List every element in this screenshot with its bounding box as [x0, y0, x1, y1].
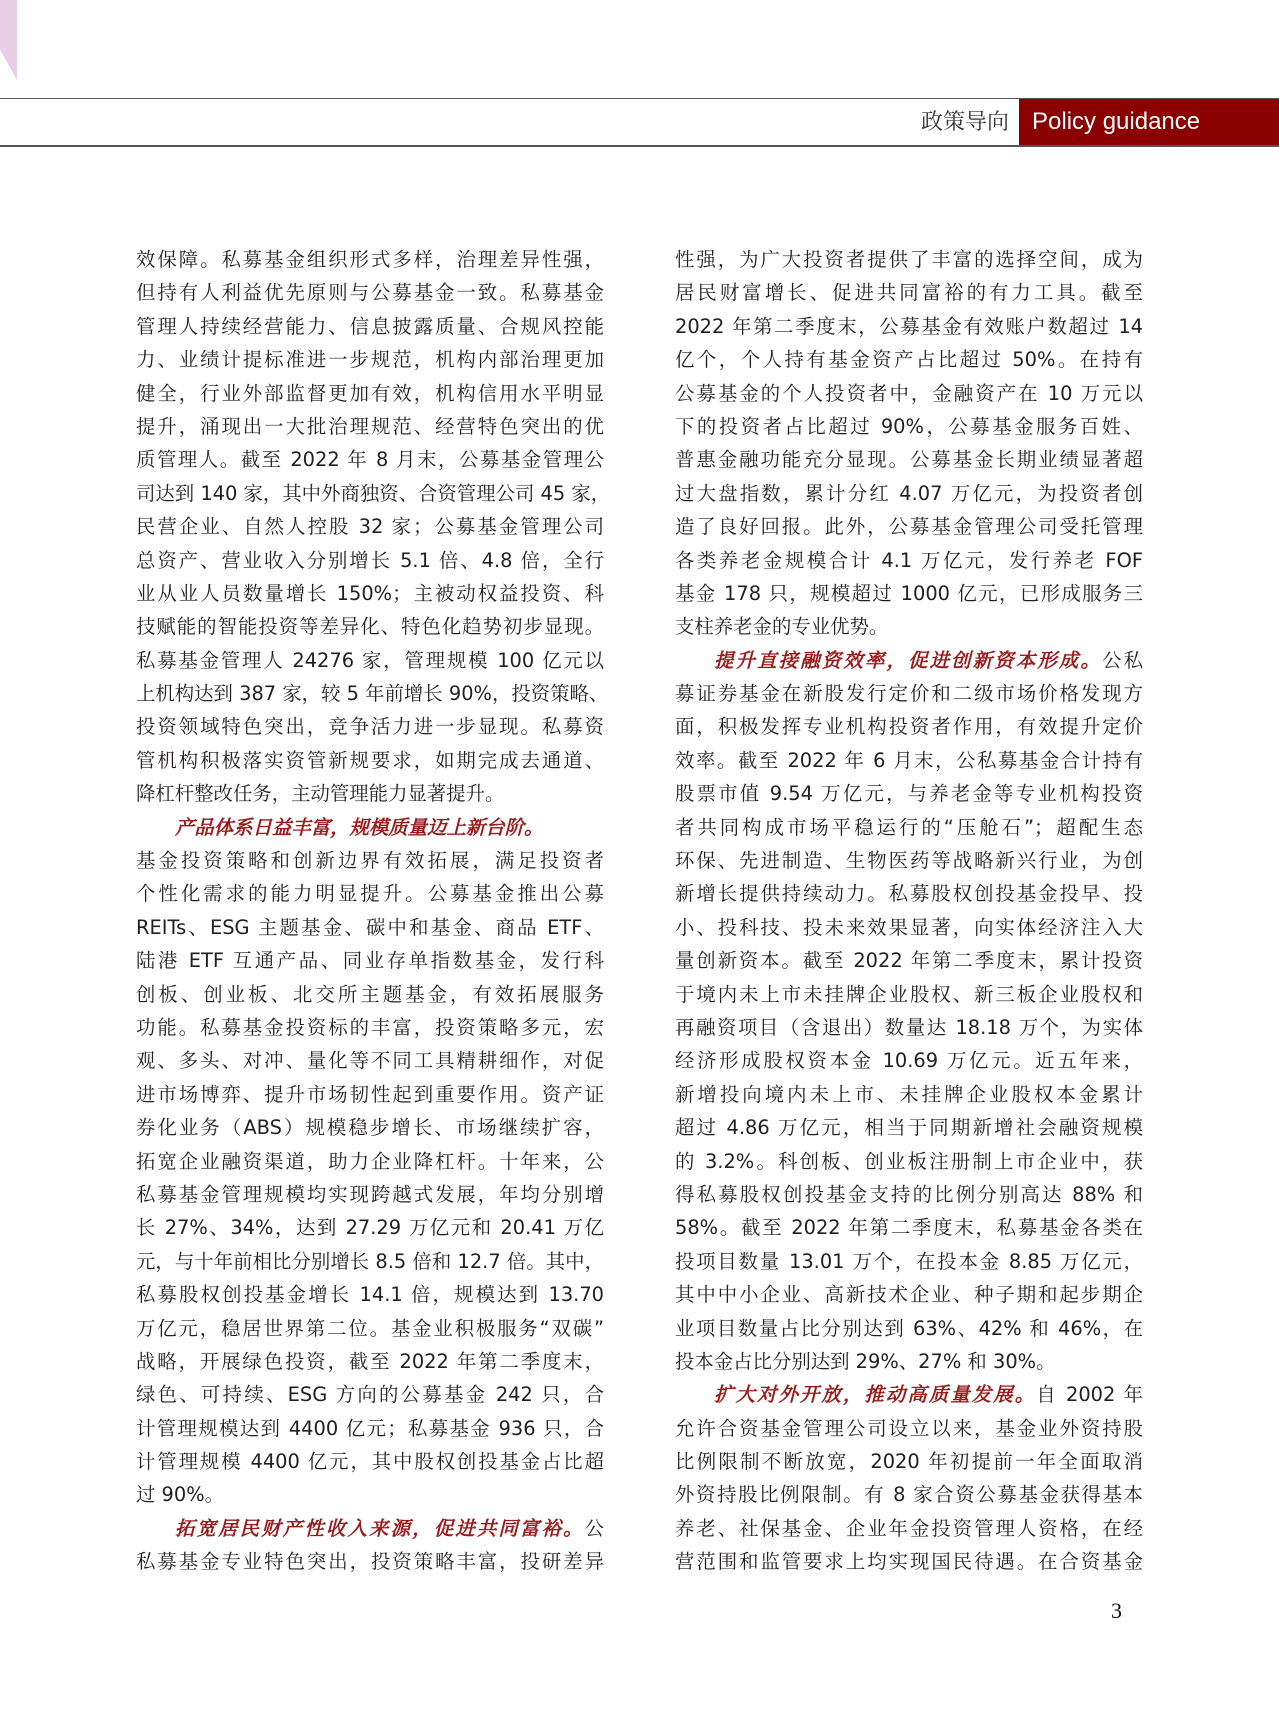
- body-text-line: 养老、社保基金、企业年金投资管理人资格，在经: [675, 1516, 1143, 1540]
- body-text-line: 券化业务（ABS）规模稳步增长、市场继续扩容，: [136, 1116, 604, 1140]
- body-text-line: 的 3.2%。科创板、创业板注册制上市企业中，获: [675, 1149, 1143, 1173]
- body-text-line: 营范围和监管要求上均实现国民待遇。在合资基金: [675, 1550, 1143, 1574]
- body-text-line: 私募基金管理规模均实现跨越式发展，年均分别增: [136, 1182, 604, 1206]
- body-text-line: 过大盘指数，累计分红 4.07 万亿元，为投资者创: [675, 481, 1143, 505]
- body-text-line: 量创新资本。截至 2022 年第二季度末，累计投资: [675, 949, 1143, 973]
- body-text-line: 创板、创业板、北交所主题基金，有效拓展服务: [136, 982, 604, 1006]
- left-column: [136, 243, 611, 1579]
- body-text-line: 私募基金专业特色突出，投资策略丰富，投研差异: [136, 1550, 604, 1574]
- section-lead-heading: 提升直接融资效率，促进创新资本形成。: [714, 648, 1103, 672]
- body-text-line: 陆港 ETF 互通产品、同业存单指数基金，发行科: [136, 949, 604, 973]
- body-text: 公: [584, 1516, 604, 1540]
- body-text-line: 者共同构成市场平稳运行的“压舱石”；超配生态: [675, 815, 1143, 839]
- body-text-line: 拓宽企业融资渠道，助力企业降杠杆。十年来，公: [136, 1149, 604, 1173]
- body-text-line: 效保障。私募基金组织形式多样，治理差异性强，: [136, 248, 604, 271]
- body-text-line: 亿个，个人持有基金资产占比超过 50%。在持有: [675, 348, 1143, 372]
- body-text-line: 比例限制不断放宽，2020 年初提前一年全面取消: [675, 1450, 1143, 1474]
- body-text-line: 支柱养老金的专业优势。: [675, 615, 889, 639]
- section-lead-heading: 拓宽居民财产性收入来源，促进共同富裕。: [175, 1516, 585, 1540]
- body-text-line: 其中中小企业、高新技术企业、种子期和起步期企: [675, 1283, 1143, 1307]
- body-text-line: 居民财富增长、促进共同富裕的有力工具。截至: [675, 281, 1143, 305]
- section-title-chinese: 政策导向: [920, 110, 1009, 135]
- body-text-line: 超过 4.86 万亿元，相当于同期新增社会融资规模: [675, 1116, 1143, 1140]
- paragraph-lead-line: [136, 811, 604, 844]
- body-text-line: 司达到 140 家，其中外商独资、合资管理公司 45 家，: [136, 481, 611, 505]
- body-text-line: 下的投资者占比超过 90%，公募基金服务百姓、: [675, 414, 1143, 438]
- body-text-line: 健全，行业外部监督更加有效，机构信用水平明显: [136, 381, 604, 405]
- body-text-line: 技赋能的智能投资等差异化、特色化趋势初步显现。: [136, 615, 604, 639]
- body-text-line: 绿色、可持续、ESG 方向的公募基金 242 只，合: [136, 1383, 604, 1407]
- body-text-line: 上机构达到 387 家，较 5 年前增长 90%，投资策略、: [136, 682, 609, 706]
- paragraph-lead-line: [675, 1378, 1143, 1411]
- body-text-line: 计管理规模达到 4400 亿元；私募基金 936 只，合: [136, 1416, 604, 1440]
- body-text-line: 力、业绩计提标准进一步规范，机构内部治理更加: [136, 348, 604, 372]
- body-text-line: 得私募股权创投基金支持的比例分别高达 88% 和: [675, 1182, 1143, 1206]
- body-text-line: 投资领域特色突出，竞争活力进一步显现。私募资: [136, 715, 604, 739]
- body-text-line: 股票市值 9.54 万亿元，与养老金等专业机构投资: [675, 782, 1143, 806]
- body-text-line: 质管理人。截至 2022 年 8 月末，公募基金管理公: [136, 448, 604, 472]
- body-text-line: 万亿元，稳居世界第二位。基金业积极服务“双碳”: [136, 1316, 604, 1340]
- page-number: 3: [1111, 1598, 1122, 1623]
- body-text-line: 投项目数量 13.01 万个，在投本金 8.85 万亿元，: [675, 1249, 1143, 1273]
- paragraph-lead-line: [675, 644, 1143, 677]
- body-text-line: 新增投向境内未上市、未挂牌企业股权本金累计: [675, 1082, 1143, 1106]
- body-text-line: 性强，为广大投资者提供了丰富的选择空间，成为: [675, 248, 1143, 271]
- paragraph-lead-line: [136, 1512, 604, 1545]
- body-text-line: 募证券基金在新股发行定价和二级市场价格发现方: [675, 682, 1143, 706]
- body-text-line: 计管理规模 4400 亿元，其中股权创投基金占比超: [136, 1450, 604, 1474]
- body-text-line: 再融资项目（含退出）数量达 18.18 万个，为实体: [675, 1015, 1143, 1039]
- body-text-line: 经济形成股权资本金 10.69 万亿元。近五年来，: [675, 1049, 1143, 1073]
- body-text-line: 个性化需求的能力明显提升。公募基金推出公募: [136, 882, 604, 906]
- body-text-line: 观、多头、对冲、量化等不同工具精耕细作，对促: [136, 1049, 604, 1073]
- body-text-line: 公募基金的个人投资者中，金融资产在 10 万元以: [675, 381, 1143, 405]
- body-text-line: 基金投资策略和创新边界有效拓展，满足投资者: [136, 849, 604, 873]
- body-text-line: 新增长提供持续动力。私募股权创投基金投早、投: [675, 882, 1143, 906]
- body-text-line: 允许合资基金管理公司设立以来，基金业外资持股: [675, 1416, 1143, 1440]
- body-text: 公私: [1102, 648, 1144, 672]
- body-text-line: 降杠杆整改任务，主动管理能力显著提升。: [136, 782, 505, 806]
- body-text: 自 2002 年: [1036, 1383, 1144, 1407]
- body-text-line: 提升，涌现出一大批治理规范、经营特色突出的优: [136, 414, 604, 438]
- body-text-line: 业从业人员数量增长 150%；主被动权益投资、科: [136, 581, 604, 605]
- body-text-line: 但持有人利益优先原则与公募基金一致。私募基金: [136, 281, 604, 305]
- body-text-line: 投本金占比分别达到 29%、27% 和 30%。: [675, 1349, 1056, 1373]
- body-text-line: 过 90%。: [136, 1483, 225, 1507]
- body-text-line: 功能。私募基金投资标的丰富，投资策略多元，宏: [136, 1015, 604, 1039]
- body-text-line: 2022 年第二季度末，公募基金有效账户数超过 14: [675, 314, 1143, 338]
- header-rule-bottom: [0, 145, 1279, 147]
- right-column: [675, 243, 1143, 1579]
- body-text-line: 管机构积极落实资管新规要求，如期完成去通道、: [136, 748, 604, 772]
- body-text-line: 小、投科技、投未来效果显著，向实体经济注入大: [675, 915, 1143, 939]
- body-text-line: 各类养老金规模合计 4.1 万亿元，发行养老 FOF: [675, 548, 1143, 572]
- section-lead-heading: 扩大对外开放，推动高质量发展。: [714, 1383, 1037, 1407]
- body-text-line: REITs、ESG 主题基金、碳中和基金、商品 ETF、: [136, 915, 604, 939]
- body-text-line: 民营企业、自然人控股 32 家；公募基金管理公司: [136, 515, 604, 539]
- corner-decoration: [0, 0, 17, 80]
- body-text-line: 环保、先进制造、生物医药等战略新兴行业，为创: [675, 849, 1143, 873]
- body-text-line: 元，与十年前相比分别增长 8.5 倍和 12.7 倍。其中，: [136, 1249, 604, 1273]
- body-text-line: 于境内未上市未挂牌企业股权、新三板企业股权和: [675, 982, 1143, 1006]
- body-text-line: 58%。截至 2022 年第二季度末，私募基金各类在: [675, 1216, 1143, 1240]
- body-text-line: 业项目数量占比分别达到 63%、42% 和 46%，在: [675, 1316, 1143, 1340]
- body-text-line: 进市场博弈、提升市场韧性起到重要作用。资产证: [136, 1082, 604, 1106]
- body-text-line: 长 27%、34%，达到 27.29 万亿元和 20.41 万亿: [136, 1216, 604, 1240]
- body-text-line: 私募基金管理人 24276 家，管理规模 100 亿元以: [136, 648, 604, 672]
- body-text-line: 普惠金融功能充分显现。公募基金长期业绩显著超: [675, 448, 1143, 472]
- section-lead-heading: 产品体系日益丰富，规模质量迈上新台阶。: [175, 815, 544, 839]
- body-text-line: 战略，开展绿色投资，截至 2022 年第二季度末，: [136, 1349, 604, 1373]
- body-text-line: 私募股权创投基金增长 14.1 倍，规模达到 13.70: [136, 1283, 604, 1307]
- body-text-line: 面，积极发挥专业机构投资者作用，有效提升定价: [675, 715, 1143, 739]
- body-text-line: 总资产、营业收入分别增长 5.1 倍、4.8 倍，全行: [136, 548, 604, 572]
- body-text-line: 效率。截至 2022 年 6 月末，公私募基金合计持有: [675, 748, 1143, 772]
- section-title-english: Policy guidance: [1019, 99, 1279, 145]
- body-text-line: 外资持股比例限制。有 8 家合资公募基金获得基本: [675, 1483, 1143, 1507]
- body-text-line: 造了良好回报。此外，公募基金管理公司受托管理: [675, 515, 1143, 539]
- body-text-line: 基金 178 只，规模超过 1000 亿元，已形成服务三: [675, 581, 1143, 605]
- body-text-line: 管理人持续经营能力、信息披露质量、合规风控能: [136, 314, 604, 338]
